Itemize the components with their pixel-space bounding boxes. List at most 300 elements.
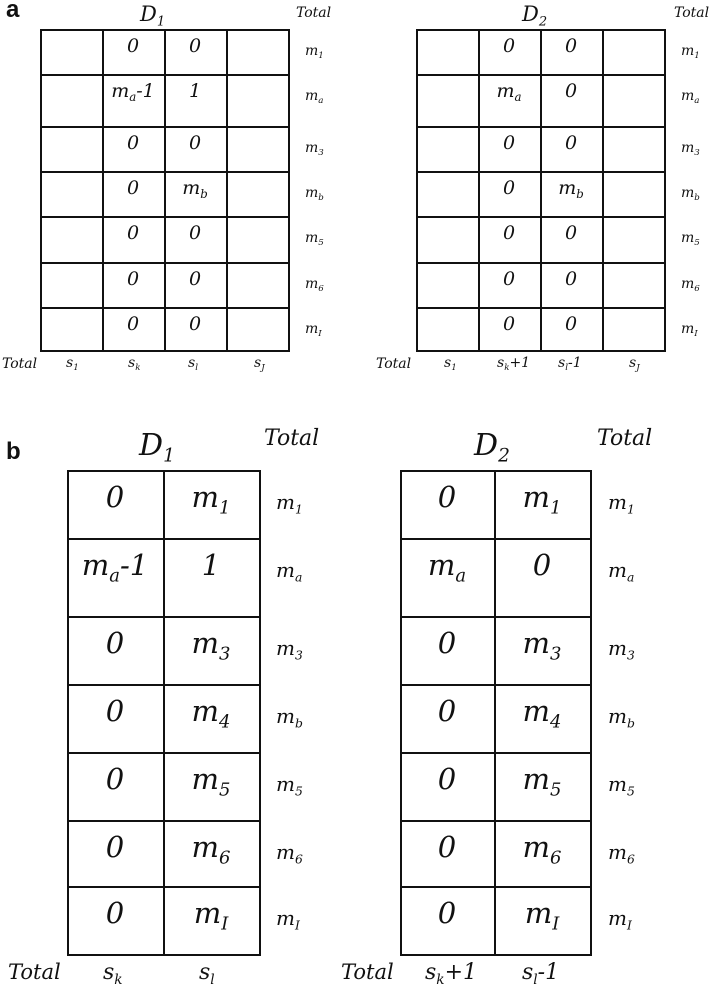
b-table-1-cell-value-main: m <box>191 762 220 796</box>
a-table-1-row-total-value-main: m <box>305 230 319 246</box>
b-table-2-cell-value <box>523 694 562 732</box>
a-table-1-cell-value <box>127 268 139 290</box>
b-table-1-cell-value-main: m <box>193 896 222 930</box>
a-table-2-cell-value-main: 0 <box>502 132 516 154</box>
a-table-1-row-total-value-main: m <box>305 43 319 59</box>
a-table-1-row-total <box>305 321 322 339</box>
a-table-1-row-total <box>305 185 324 203</box>
a-table-1-cell-value <box>189 80 201 102</box>
a-table-2-row-total-value <box>681 140 700 159</box>
a-table-2-cell-value <box>503 35 515 57</box>
a-table-1-cell <box>164 313 226 343</box>
a-table-1-row-total <box>305 230 324 248</box>
panel-label-a: a <box>6 0 20 23</box>
a-table-1-col-total-value <box>66 355 79 374</box>
b-table-2-hline <box>400 752 592 754</box>
b-table-2-row-total-value-main: m <box>608 906 627 930</box>
b-table-1-title-token <box>139 428 175 467</box>
b-table-2-cell-value <box>438 480 456 514</box>
b-table-2-row-total-value-main: m <box>608 772 627 796</box>
a-table-2-cell-value-main: 0 <box>502 177 516 199</box>
b-table-2-row-total-value <box>608 906 632 933</box>
b-table-1-cell-value-main: m <box>191 626 220 660</box>
a-table-1-col-total-value-sub: 1 <box>73 363 79 374</box>
a-table-1-row-total-value <box>305 185 324 204</box>
b-table-2-total-row-label: Total <box>341 960 394 984</box>
b-table-2-cell-value-main: m <box>522 694 551 728</box>
b-table-1-cell <box>67 548 163 588</box>
b-table-2-row-total-value-sub: 1 <box>626 501 635 517</box>
a-table-2-row-total-value <box>681 185 700 204</box>
b-table-2-row-total-value-main: m <box>608 558 627 582</box>
b-table-1-cell-value <box>106 694 124 728</box>
a-table-2-title-token-sub: 2 <box>538 14 548 30</box>
a-table-1-cell-value <box>189 313 201 335</box>
a-table-2-cell-value-main: 0 <box>564 222 578 244</box>
a-table-1-cell-value-main: 0 <box>188 132 202 154</box>
a-table-1-row-total-value-sub: 6 <box>318 284 324 295</box>
b-table-1-col-total <box>103 960 123 988</box>
b-table-2-cell <box>494 480 590 520</box>
b-table-1-cell <box>163 896 259 936</box>
b-table-1-row-total-value <box>276 704 303 731</box>
b-table-2-cell-value-sub: 1 <box>550 497 562 519</box>
b-table-1-cell-value-main: 0 <box>105 626 125 660</box>
a-table-2-cell-value <box>565 268 577 290</box>
b-table-1-cell-value-main: 0 <box>105 694 125 728</box>
a-table-1-cell-value-sub: a <box>129 90 137 105</box>
b-table-2-col-total <box>522 960 559 988</box>
b-table-1-cell-value-main: m <box>191 830 220 864</box>
a-table-1-cell-value <box>127 222 139 244</box>
b-table-1-col-total-value-main: s <box>103 960 115 985</box>
b-table-2-row-total-value-sub: I <box>626 917 632 933</box>
b-table-2-row-total-value-sub: 3 <box>626 647 635 663</box>
a-table-1-row-total-value <box>305 276 324 295</box>
panel-label-b: b <box>6 438 21 465</box>
b-table-1-hline <box>67 538 261 540</box>
b-table-1-row-total-value-sub: 6 <box>294 851 303 867</box>
a-table-1-row-total <box>305 140 324 158</box>
b-table-1-cell <box>67 830 163 870</box>
b-table-2-cell-value-sub: a <box>455 565 467 587</box>
a-table-2-col-total <box>558 355 582 373</box>
a-table-1-cell-value <box>127 313 139 335</box>
a-table-2-col-total-value <box>497 355 531 374</box>
a-table-2-cell-value-main: m <box>496 80 515 102</box>
a-table-1-total-row-label: Total <box>2 356 38 372</box>
b-table-1-hline <box>67 684 261 686</box>
b-table-2-cell-value-main: m <box>427 548 456 582</box>
b-table-2-cell <box>400 830 494 870</box>
b-table-1-hline <box>67 954 261 956</box>
b-table-1-row-total-value-sub: 5 <box>294 783 303 799</box>
b-table-1-cell-value-tail: -1 <box>119 548 149 582</box>
a-table-1-cell <box>102 313 164 343</box>
a-table-2-title <box>522 2 547 30</box>
b-table-1-hline <box>67 616 261 618</box>
a-table-1-col-total-value-sub: k <box>135 363 141 374</box>
a-table-2-col-total <box>497 355 530 373</box>
b-table-1-row-total-value-sub: I <box>294 917 300 933</box>
a-table-2-cell-value-main: m <box>558 177 577 199</box>
b-table-2-cell-value-main: m <box>522 626 551 660</box>
b-table-2-cell <box>400 694 494 734</box>
b-table-1-cell-value-main: 1 <box>201 548 221 582</box>
a-table-1-col-total <box>188 355 198 373</box>
b-table-1-row-total-value-main: m <box>276 636 295 660</box>
a-table-1-hline <box>40 126 290 128</box>
a-table-2-col-total-value-main: s <box>497 355 505 371</box>
a-table-2-col-total-value-main: s <box>629 355 637 371</box>
b-table-2-cell <box>400 548 494 588</box>
b-table-2-hline <box>400 616 592 618</box>
a-table-1-hline <box>40 216 290 218</box>
a-table-2-vline <box>664 29 666 350</box>
a-table-1-cell-value-main: 0 <box>126 132 140 154</box>
a-table-1-row-total <box>305 88 323 106</box>
a-table-1-title-token <box>140 2 166 30</box>
b-table-2-cell <box>494 626 590 666</box>
b-table-1-cell <box>163 830 259 870</box>
a-table-2-col-total-value <box>558 355 582 374</box>
a-table-1-title-token-sub: 1 <box>156 14 166 30</box>
b-table-1-cell-value-main: 0 <box>105 762 125 796</box>
a-table-2-col-total-value-sub: 1 <box>451 363 457 374</box>
a-table-2-title-token-main: D <box>522 2 539 26</box>
a-table-1-col-total-value <box>188 355 198 374</box>
a-table-1-row-total-value-sub: 5 <box>318 238 324 249</box>
b-table-2-col-total <box>425 960 477 988</box>
b-table-1-cell-value-main: m <box>191 694 220 728</box>
b-table-1-cell-value <box>106 480 124 514</box>
b-table-1-cell <box>67 694 163 734</box>
b-table-1-cell-value-main: 0 <box>105 480 125 514</box>
b-table-1-row-total-value <box>276 840 303 867</box>
b-table-1-cell-value-sub: 4 <box>219 711 231 733</box>
b-table-1-cell <box>163 762 259 802</box>
b-table-2-row-total <box>608 840 635 866</box>
b-table-2-cell-value-main: 0 <box>437 830 457 864</box>
a-table-1-cell <box>164 222 226 252</box>
b-table-2-cell-value <box>533 548 551 582</box>
a-table-1-col-total <box>254 355 265 373</box>
a-table-1-hline <box>40 171 290 173</box>
b-table-1-row-total-value <box>276 906 300 933</box>
b-table-2-col-total-value-sub: l <box>533 971 538 988</box>
a-table-2-cell <box>478 268 540 298</box>
b-table-2-cell-value-main: m <box>524 896 553 930</box>
a-table-1-cell-value <box>127 35 139 57</box>
a-table-1-total-col-label: Total <box>296 5 332 21</box>
b-table-2-row-total-value <box>608 704 635 731</box>
b-table-2-cell-value-main: 0 <box>437 896 457 930</box>
a-table-2-row-total <box>681 185 700 203</box>
b-table-2-total-col-label: Total <box>597 426 653 451</box>
a-table-2-cell <box>478 313 540 343</box>
b-table-1-cell <box>67 762 163 802</box>
a-table-2-col-total-value-main: s <box>558 355 566 371</box>
a-table-1-cell-value <box>189 132 201 154</box>
b-table-2-cell-value <box>438 694 456 728</box>
a-table-1-cell-value-sub: b <box>200 187 208 202</box>
a-table-2-row-total-value-sub: b <box>694 193 700 204</box>
a-table-1-cell-value <box>189 268 201 290</box>
a-table-1-vline <box>40 29 42 350</box>
a-table-1-row-total-value <box>305 140 324 159</box>
a-table-1-cell <box>164 80 226 110</box>
a-table-2-total-row-label: Total <box>376 356 412 372</box>
a-table-1-col-total-value-main: s <box>254 355 262 371</box>
a-table-2-row-total-value-main: m <box>681 88 695 104</box>
a-table-1-col-total <box>128 355 140 373</box>
a-table-2-row-total-value-main: m <box>681 276 695 292</box>
a-table-1-row-total-value-sub: b <box>318 193 324 204</box>
b-table-1-cell-value-sub: I <box>221 913 229 935</box>
b-table-2-cell <box>400 480 494 520</box>
b-table-2-row-total-value-sub: b <box>626 715 635 731</box>
a-table-1-cell-value-main: 0 <box>126 268 140 290</box>
a-table-1-cell <box>164 268 226 298</box>
b-table-1-col-total-value <box>199 960 215 988</box>
b-table-1-cell-value <box>202 548 220 582</box>
b-table-2-row-total-value <box>608 558 635 585</box>
b-table-2-hline <box>400 538 592 540</box>
a-table-2-cell-value-sub: a <box>514 90 522 105</box>
b-table-1-cell <box>163 626 259 666</box>
b-table-1-row-total-value-sub: 3 <box>294 647 303 663</box>
b-table-1-row-total <box>276 772 303 798</box>
a-table-1-cell-value <box>127 177 139 199</box>
b-table-2-hline <box>400 954 592 956</box>
b-table-2-row-total <box>608 906 632 932</box>
b-table-2-row-total-value <box>608 840 635 867</box>
b-table-1-col-total-value-sub: l <box>210 971 215 988</box>
a-table-2-cell <box>540 313 602 343</box>
a-table-2-row-total <box>681 276 700 294</box>
a-table-2-hline <box>416 74 666 76</box>
a-table-1-cell-value <box>189 35 201 57</box>
b-table-1-title-token-sub: 1 <box>163 445 175 467</box>
a-table-2-cell-value-main: 0 <box>564 35 578 57</box>
b-table-2-cell-value <box>525 896 560 934</box>
b-table-1-row-total-value-sub: 1 <box>294 501 303 517</box>
a-table-2-cell-value-main: 0 <box>564 80 578 102</box>
b-table-2-row-total-value <box>608 772 635 799</box>
b-table-2-col-total-value-main: s <box>425 960 437 985</box>
a-table-1-vline <box>226 29 228 350</box>
a-table-2-cell-value <box>503 177 515 199</box>
b-table-1-row-total-value <box>276 558 303 585</box>
a-table-2-cell-value-main: 0 <box>564 132 578 154</box>
b-table-2-row-total <box>608 772 635 798</box>
a-table-2-cell <box>478 132 540 162</box>
a-table-1-col-total-value-sub: l <box>195 363 198 374</box>
a-table-2-cell <box>478 222 540 252</box>
a-table-2-row-total-value-sub: I <box>694 329 698 340</box>
b-table-1-row-total <box>276 906 300 932</box>
b-table-1-cell-value <box>82 548 148 586</box>
b-table-2-row-total-value-sub: a <box>626 569 635 585</box>
b-table-1-cell-value-sub: 5 <box>219 779 231 801</box>
a-table-2-row-total-value-sub: a <box>694 96 700 107</box>
b-table-2-hline <box>400 684 592 686</box>
a-table-2-cell <box>540 177 602 207</box>
a-table-1-row-total-value-main: m <box>305 88 319 104</box>
a-table-2-row-total <box>681 88 699 106</box>
b-table-1-hline <box>67 820 261 822</box>
b-table-2-cell-value <box>428 548 466 586</box>
a-table-1-col-total-value-main: s <box>128 355 136 371</box>
a-table-2-hline <box>416 171 666 173</box>
b-table-1-cell-value <box>106 626 124 660</box>
b-table-1-cell <box>163 694 259 734</box>
a-table-2-cell <box>540 35 602 65</box>
b-table-1-total-row-label: Total <box>8 960 61 984</box>
b-table-2-cell-value-main: 0 <box>437 762 457 796</box>
a-table-1-row-total-value-sub: a <box>318 96 324 107</box>
b-table-2-cell <box>400 626 494 666</box>
a-table-1-cell-value-main: m <box>111 80 130 102</box>
a-table-2-hline <box>416 216 666 218</box>
a-table-1-title <box>140 2 165 30</box>
a-table-1-hline <box>40 74 290 76</box>
b-table-2-hline <box>400 820 592 822</box>
b-table-1-cell-value-sub: 6 <box>219 847 231 869</box>
b-table-1-cell-value <box>192 480 231 518</box>
a-table-2-cell <box>478 80 540 110</box>
b-table-2-cell-value-main: 0 <box>437 480 457 514</box>
a-table-1-row-total-value <box>305 43 324 62</box>
a-table-1-cell-value <box>189 222 201 244</box>
a-table-1-cell <box>102 177 164 207</box>
b-table-1-row-total <box>276 636 303 662</box>
b-table-2-cell-value-main: m <box>522 830 551 864</box>
b-table-2-row-total-value-sub: 5 <box>626 783 635 799</box>
a-table-1-cell-value <box>127 132 139 154</box>
a-table-2-cell-value <box>503 313 515 335</box>
b-table-1-row-total-value-main: m <box>276 704 295 728</box>
a-table-2-col-total-value-sub: l <box>565 363 568 374</box>
b-table-2-col-total-value-tail: -1 <box>537 960 560 985</box>
a-table-1-row-total-value-sub: 1 <box>318 51 324 62</box>
b-table-2-cell-value-sub: 3 <box>550 643 562 665</box>
a-table-1-row-total-value-main: m <box>305 185 319 201</box>
a-table-2-cell-value <box>565 222 577 244</box>
a-table-2-row-total-value <box>681 276 700 295</box>
a-table-2-cell-value-main: 0 <box>502 222 516 244</box>
b-table-2-hline <box>400 470 592 472</box>
a-table-1-cell <box>164 177 226 207</box>
a-table-2-col-total-value <box>444 355 457 374</box>
a-table-2-cell-value <box>503 222 515 244</box>
a-table-1-row-total <box>305 276 324 294</box>
b-table-2-cell-value <box>438 896 456 930</box>
a-table-1-col-total-value-main: s <box>66 355 74 371</box>
a-table-1-cell <box>102 132 164 162</box>
a-table-2-cell <box>478 35 540 65</box>
a-table-1-cell-value-main: 0 <box>126 313 140 335</box>
a-table-1-row-total-value-sub: I <box>318 329 322 340</box>
a-table-1-cell-value-tail: -1 <box>136 80 155 102</box>
b-table-2-cell <box>400 896 494 936</box>
a-table-2-cell-value <box>503 132 515 154</box>
b-table-1-row-total <box>276 840 303 866</box>
a-table-2-cell-value <box>558 177 584 201</box>
a-table-2-row-total-value-sub: 6 <box>694 284 700 295</box>
a-table-2-row-total <box>681 321 698 339</box>
a-table-2-col-total-value-sub: J <box>636 363 640 374</box>
a-table-1-col-total <box>66 355 79 373</box>
b-table-1-cell <box>67 626 163 666</box>
b-table-2-row-total-value <box>608 636 635 663</box>
a-table-2-col-total-value-tail: -1 <box>567 355 582 371</box>
a-table-1-cell <box>164 132 226 162</box>
b-table-1-row-total <box>276 558 302 584</box>
a-table-2-cell-value-main: 0 <box>564 268 578 290</box>
b-table-2-row-total <box>608 704 635 730</box>
b-table-2-cell-value <box>523 762 562 800</box>
b-table-2-cell <box>400 762 494 802</box>
a-table-1-cell <box>102 268 164 298</box>
a-table-1-row-total-value <box>305 321 322 340</box>
b-table-2-col-total-value <box>522 960 560 988</box>
b-table-1-row-total <box>276 704 303 730</box>
b-table-2-cell <box>494 830 590 870</box>
b-table-2-cell-value-main: 0 <box>437 694 457 728</box>
b-table-2-row-total-value-main: m <box>608 490 627 514</box>
b-table-2-row-total-value-main: m <box>608 840 627 864</box>
a-table-2-cell-value-main: 0 <box>502 35 516 57</box>
b-table-2-cell-value-sub: I <box>552 913 560 935</box>
b-table-2-row-total-value-main: m <box>608 636 627 660</box>
a-table-1-cell <box>102 80 164 110</box>
b-table-2-title-token <box>474 428 510 467</box>
b-table-2-cell <box>494 548 590 588</box>
b-table-2-col-total-value-main: s <box>522 960 534 985</box>
a-table-1-hline <box>40 350 290 352</box>
a-table-1-row-total-value <box>305 88 324 107</box>
a-table-1-cell-value <box>182 177 208 201</box>
b-table-1-cell-value <box>106 896 124 930</box>
b-table-2-cell-value-main: 0 <box>437 626 457 660</box>
a-table-2-cell-value <box>565 35 577 57</box>
b-table-2-cell-value <box>438 626 456 660</box>
a-table-1-cell-value-main: 0 <box>188 35 202 57</box>
b-table-2-cell-value <box>438 830 456 864</box>
a-table-2-vline <box>416 29 418 350</box>
b-table-1-row-total <box>276 490 303 516</box>
b-table-1-col-total <box>199 960 215 988</box>
b-table-2-cell-value <box>438 762 456 796</box>
b-table-1-cell-value <box>194 896 229 934</box>
b-table-2-cell-value-sub: 4 <box>550 711 562 733</box>
b-table-1-cell-value <box>106 830 124 864</box>
b-table-2-title-token-main: D <box>474 428 499 463</box>
b-table-2-hline <box>400 886 592 888</box>
b-table-1-cell-value <box>106 762 124 796</box>
a-table-2-col-total <box>629 355 640 373</box>
a-table-2-cell-value <box>503 268 515 290</box>
b-table-2-row-total <box>608 558 634 584</box>
b-table-2-cell-value-sub: 5 <box>550 779 562 801</box>
a-table-1-vline <box>288 29 290 350</box>
b-table-1-col-total-value-main: s <box>199 960 211 985</box>
a-table-2-row-total-value-sub: 5 <box>694 238 700 249</box>
b-table-2-row-total <box>608 636 635 662</box>
b-table-1-row-total-value <box>276 490 303 517</box>
b-table-1-row-total-value-sub: b <box>294 715 303 731</box>
